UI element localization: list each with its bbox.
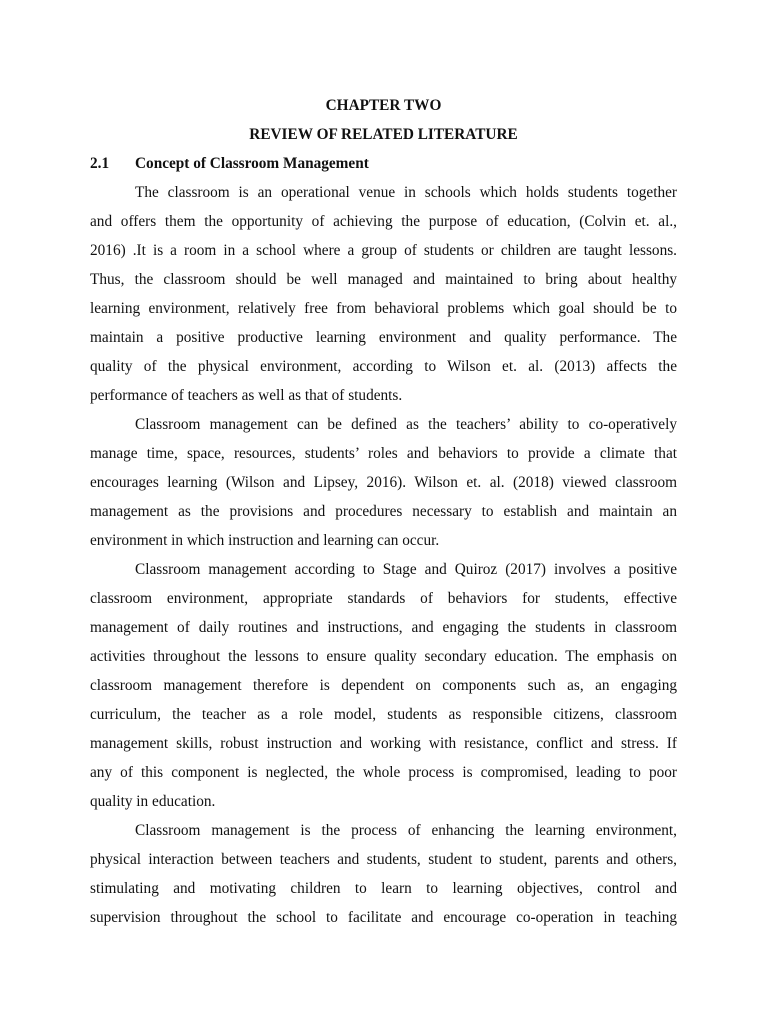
paragraph-line: activities throughout the lessons to ensure quality secondary education. The emphasis on <box>90 648 677 665</box>
paragraph-line: Classroom management according to Stage and Quiroz (2017) involves a positive <box>135 561 677 578</box>
paragraph-line: maintain a positive productive learning environment and quality performance. The <box>90 329 677 346</box>
paragraph-line: performance of teachers as well as that of students. <box>90 387 403 404</box>
paragraph-line: Classroom management can be defined as the teachers’ ability to co-operatively <box>135 416 677 433</box>
paragraph-line: Thus, the classroom should be well managed and maintained to bring about healthy <box>90 271 677 288</box>
paragraph-line: environment in which instruction and learning can occur. <box>90 532 440 549</box>
paragraph-line: 2016) .It is a room in a school where a group of students or children are taught lessons. <box>90 242 677 259</box>
paragraph-line: supervision throughout the school to facilitate and encourage co-operation in teaching <box>90 909 677 926</box>
paragraph-1 <box>90 178 677 410</box>
paragraph-2 <box>90 410 677 555</box>
paragraph-line: Classroom management is the process of enhancing the learning environment, <box>135 822 677 839</box>
paragraph-line: quality in education. <box>90 793 216 810</box>
paragraph-line: quality of the physical environment, according to Wilson et. al. (2013) affects the <box>90 358 677 375</box>
paragraph-line: manage time, space, resources, students’ roles and behaviors to provide a climate that <box>90 445 677 462</box>
paragraph-line: The classroom is an operational venue in schools which holds students together <box>135 184 677 201</box>
paragraph-line: any of this component is neglected, the whole process is compromised, leading to poor <box>90 764 677 781</box>
document-page <box>90 91 677 932</box>
paragraph-line: classroom environment, appropriate standards of behaviors for students, effective <box>90 590 677 607</box>
paragraph-3 <box>90 555 677 816</box>
paragraph-line: curriculum, the teacher as a role model, students as responsible citizens, classroom <box>90 706 677 723</box>
paragraph-line: management of daily routines and instructions, and engaging the students in classroom <box>90 619 677 636</box>
chapter-subtitle: REVIEW OF RELATED LITERATURE <box>249 126 518 143</box>
paragraph-line: management as the provisions and procedures necessary to establish and maintain an <box>90 503 677 520</box>
paragraph-4 <box>90 816 677 932</box>
chapter-title: CHAPTER TWO <box>325 97 442 114</box>
paragraph-line: and offers them the opportunity of achieving the purpose of education, (Colvin et. al., <box>90 213 677 230</box>
paragraph-line: stimulating and motivating children to learn to learning objectives, control and <box>90 880 677 897</box>
paragraph-line: classroom management therefore is dependent on components such as, an engaging <box>90 677 677 694</box>
section-heading <box>90 149 677 178</box>
section-number: 2.1 <box>90 155 110 172</box>
paragraph-line: encourages learning (Wilson and Lipsey, 2016). Wilson et. al. (2018) viewed classroom <box>90 474 677 491</box>
paragraph-line: learning environment, relatively free from behavioral problems which goal should be to <box>90 300 677 317</box>
paragraph-line: management skills, robust instruction and working with resistance, conflict and stress. If <box>90 735 677 752</box>
section-title: Concept of Classroom Management <box>135 155 369 172</box>
paragraph-line: physical interaction between teachers and students, student to student, parents and others, <box>90 851 677 868</box>
